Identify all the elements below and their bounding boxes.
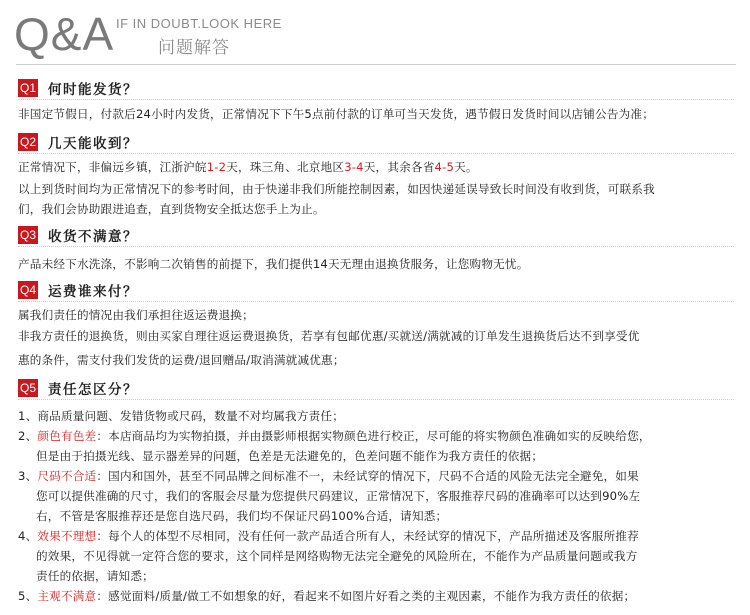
answer-4-line-3: 惠的条件，需支付我们发货的运费/退回赠品/取消满就减优惠；	[18, 353, 345, 367]
question-4-title: 运费谁来付？	[48, 284, 138, 300]
qa-header	[0, 0, 750, 66]
question-5-title: 责任怎区分？	[48, 382, 138, 398]
responsibility-item-2	[18, 426, 651, 446]
answer-4-line-1: 属我们责任的情况由我们承担往返运费退换；	[18, 308, 254, 322]
text-segment: 天。	[454, 160, 478, 174]
question-4-badge: Q4	[19, 283, 36, 297]
item-keyword: 主观不满意	[37, 589, 97, 603]
item-keyword: 尺码不合适	[37, 469, 97, 483]
qa-subtitle-en: IF IN DOUBT.LOOK HERE	[116, 16, 282, 31]
question-2-badge: Q2	[19, 135, 36, 149]
item-number: 2、	[18, 429, 38, 443]
answer-3-line-1: 产品未经下水洗涤，不影响二次销售的前提下，我们提供14天无理由退换货服务，让您购物无忧。	[18, 257, 529, 271]
question-4-divider	[18, 301, 734, 302]
responsibility-item-4-cont-1: 的效果，不见得就一定符合您的要求，这个同样是网络购物无法完全避免的风险所在，不能作为产品质量问题或我方	[36, 549, 638, 563]
item-text: ：国内和国外，甚至不同品牌之间标准不一，未经试穿的情况下，尺码不合适的风险无法完全避免，如果	[96, 469, 639, 483]
item-text: ：感觉面料/质量/做工不如想象的好，看起来不如图片好看之类的主观因素，不能作为我方责任的依据；	[96, 589, 636, 603]
responsibility-item-3-cont-1: 您可以提供准确的尺寸，我们的客服会尽量为您提供尺码建议，正常情况下，客服推荐尺码的准确率可以达到90%左	[36, 489, 641, 503]
item-text: ：每个人的体型不尽相同，没有任何一款产品适合所有人，未经试穿的情况下，产品所描述及客服所推荐	[96, 529, 639, 543]
qa-subtitle-cn: 问题解答	[158, 38, 230, 58]
question-5-badge: Q5	[19, 381, 36, 395]
responsibility-item-2-cont: 但是由于拍摄光线、显示器差异的问题，色差是无法避免的，色差问题不能作为我方责任的依据；	[36, 449, 544, 463]
question-2-divider	[18, 153, 734, 154]
answer-2-line-3: 们，我们会协助跟进追查，直到货物安全抵达您手上为止。	[18, 202, 325, 216]
question-5-divider	[18, 399, 734, 400]
item-number: 5、	[18, 589, 38, 603]
text-segment: 天，其余各省	[363, 160, 435, 174]
answer-2-line-2: 以上到货时间均为正常情况下的参考时间，由于快递非我们所能控制因素，如因快递延误导致长时间没有收到货，可联系我	[18, 182, 655, 196]
qa-logo: Q&A	[14, 8, 115, 60]
question-1-badge: Q1	[19, 81, 36, 95]
responsibility-item-1: 1、商品质量问题、发错货物或尺码，数量不对均属我方责任；	[18, 409, 345, 423]
answer-1-line-1: 非国定节假日，付款后24小时内发货，正常情况下下午5点前付款的订单可当天发货，遇节假日发货时间以店铺公告为准；	[18, 107, 655, 121]
text-segment: 正常情况下，非偏远乡镇，江浙沪皖	[18, 160, 207, 174]
responsibility-item-4-cont-2: 责任的依据，请知悉；	[36, 569, 154, 583]
item-number: 4、	[18, 529, 38, 543]
answer-2-line-1	[18, 157, 478, 177]
responsibility-item-3	[18, 466, 639, 486]
header-divider	[16, 64, 736, 65]
days-prd-bj: 3-4	[344, 160, 364, 174]
item-keyword: 颜色有色差	[37, 429, 97, 443]
question-3-title: 收货不满意？	[48, 229, 138, 245]
text-segment: 天，珠三角、北京地区	[226, 160, 345, 174]
question-1-divider	[18, 99, 734, 100]
answer-4-line-2: 非我方责任的退换货，则由买家自理往返运费退换货，若享有包邮优惠/买就送/满就减的订单发生退换货后达不到享受优	[18, 329, 640, 343]
question-1-title: 何时能发货？	[48, 82, 138, 98]
question-3-divider	[18, 246, 734, 247]
responsibility-item-3-cont-2: 右，不管是客服推荐还是您自选尺码，我们均不保证尺码100%合适，请知悉；	[36, 509, 448, 523]
item-text: ：本店商品均为实物拍摄，并由摄影师根据实物颜色进行校正，尽可能的将实物颜色准确如实的反映给您，	[96, 429, 651, 443]
item-keyword: 效果不理想	[37, 529, 97, 543]
days-jzh: 1-2	[206, 160, 227, 174]
days-other: 4-5	[434, 160, 455, 174]
item-number: 3、	[18, 469, 38, 483]
responsibility-item-5	[18, 586, 635, 606]
question-2-title: 几天能收到？	[48, 136, 138, 152]
question-3-badge: Q3	[19, 228, 36, 242]
responsibility-item-4	[18, 526, 639, 546]
